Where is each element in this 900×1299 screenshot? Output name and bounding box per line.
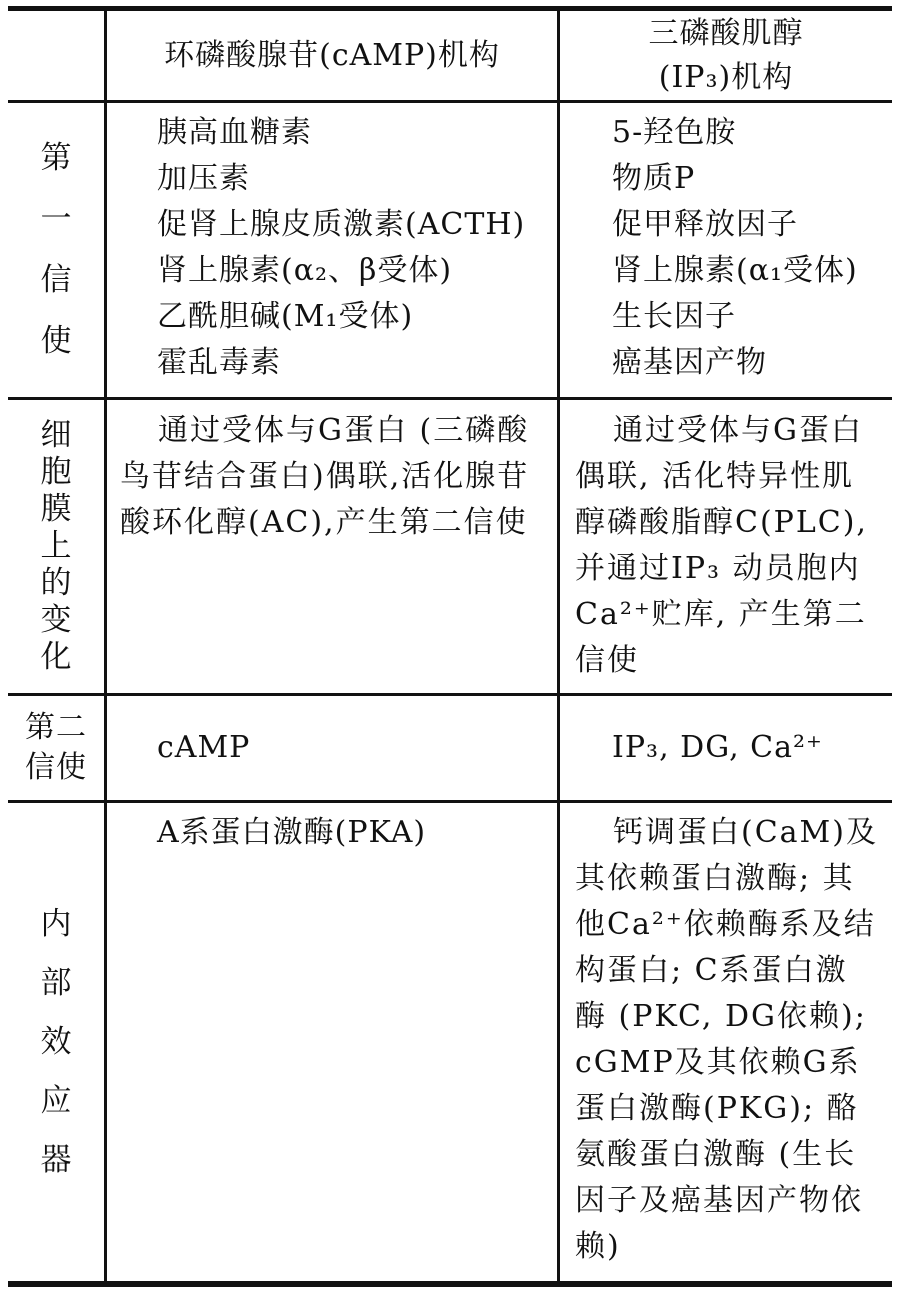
row-label-char: 变 xyxy=(40,602,72,638)
row-label-effector xyxy=(8,803,104,1281)
paragraph-line: 因子及癌基因产物依 xyxy=(575,1183,863,1218)
paragraph-line: 蛋白激酶(PKG); 酪 xyxy=(575,1091,859,1126)
row-label-char: 膜 xyxy=(40,491,72,527)
list-item: 加压素 xyxy=(157,161,250,196)
first-messenger-camp-list xyxy=(157,110,557,386)
list-item: 5-羟色胺 xyxy=(612,115,737,150)
paragraph-line: 偶联, 活化特异性肌 xyxy=(575,459,855,494)
paragraph-line: 鸟苷结合蛋白)偶联,活化腺苷 xyxy=(120,459,530,494)
row-label-char: 使 xyxy=(40,323,72,359)
second-messenger-ip3-value: IP₃, DG, Ca²⁺ xyxy=(612,730,823,765)
effector-camp-value: A系蛋白激酶(PKA) xyxy=(157,815,427,850)
row-label-char: 应 xyxy=(40,1082,72,1119)
effector-camp-text xyxy=(157,810,557,856)
effector-ip3-text xyxy=(575,810,885,1270)
list-item: 胰高血糖素 xyxy=(157,115,312,150)
row-label-char: 部 xyxy=(40,964,72,1001)
paragraph-line: cGMP及其依赖G系 xyxy=(575,1045,861,1080)
col-divider-2 xyxy=(557,6,560,1286)
list-item: 肾上腺素(α₂、β受体) xyxy=(157,253,453,288)
header-camp-cell xyxy=(107,11,557,100)
paragraph-line: 信使 xyxy=(575,643,639,678)
paragraph-line: 赖) xyxy=(575,1229,621,1264)
row-label-char: 内 xyxy=(40,905,72,942)
row-label-first-messenger xyxy=(8,103,104,397)
paragraph-line: 氨酸蛋白激酶 (生长 xyxy=(575,1137,857,1172)
row-label-char: 上 xyxy=(40,528,72,564)
paragraph-line: 通过受体与G蛋白 xyxy=(613,413,863,448)
row-label-second-messenger xyxy=(8,696,104,800)
paragraph-line: 构蛋白; C系蛋白激 xyxy=(575,953,848,988)
row-label-char: 化 xyxy=(40,639,72,675)
row1-bottom-rule xyxy=(8,397,892,400)
second-messenger-camp-cell xyxy=(157,696,557,800)
list-item: 乙酰胆碱(M₁受体) xyxy=(157,299,414,334)
header-ip3-title-line1: 三磷酸肌醇 xyxy=(648,15,804,51)
row-label-membrane-change xyxy=(8,400,104,693)
paragraph-line: 通过受体与G蛋白 (三磷酸 xyxy=(158,413,530,448)
list-item: 霍乱毒素 xyxy=(157,345,281,380)
paragraph-line: 钙调蛋白(CaM)及 xyxy=(613,815,878,850)
row-label-char: 的 xyxy=(40,565,72,601)
col-divider-1 xyxy=(104,6,107,1286)
list-item: 生长因子 xyxy=(612,299,736,334)
row3-bottom-rule xyxy=(8,800,892,803)
list-item: 肾上腺素(α₁受体) xyxy=(612,253,858,288)
row-label-char: 效 xyxy=(40,1023,72,1060)
header-ip3-title-line2: (IP₃)机构 xyxy=(658,59,794,95)
header-bottom-rule xyxy=(8,100,892,103)
table-bottom-rule xyxy=(8,1281,892,1287)
list-item: 物质P xyxy=(612,161,696,196)
row-label-line: 第二 xyxy=(25,710,87,745)
paragraph-line: Ca²⁺贮库, 产生第二 xyxy=(575,597,867,632)
paragraph-line: 其依赖蛋白激酶; 其 xyxy=(575,861,855,896)
row-label-char: 信 xyxy=(40,262,72,298)
paragraph-line: 酸环化醇(AC),产生第二信使 xyxy=(120,505,528,540)
list-item: 癌基因产物 xyxy=(612,345,767,380)
membrane-change-camp-text xyxy=(120,408,550,546)
header-ip3-cell xyxy=(560,11,892,100)
list-item: 促甲释放因子 xyxy=(612,207,798,242)
row-label-char: 器 xyxy=(40,1141,72,1178)
membrane-change-ip3-text xyxy=(575,408,885,684)
paragraph-line: 酶 (PKC, DG依赖); xyxy=(575,999,867,1034)
first-messenger-ip3-list xyxy=(612,110,892,386)
second-messenger-ip3-cell xyxy=(612,696,892,800)
list-item: 促肾上腺皮质激素(ACTH) xyxy=(157,207,526,242)
header-camp-title: 环磷酸腺苷(cAMP)机构 xyxy=(164,37,500,73)
paragraph-line: 醇磷酸脂醇C(PLC), xyxy=(575,505,868,540)
row-label-char: 一 xyxy=(40,201,72,237)
second-messenger-camp-value: cAMP xyxy=(157,730,251,765)
paragraph-line: 并通过IP₃ 动员胞内 xyxy=(575,551,861,586)
row-label-char: 第 xyxy=(40,140,72,176)
row-label-char: 细 xyxy=(40,417,72,453)
row-label-line: 信使 xyxy=(25,750,87,785)
row-label-char: 胞 xyxy=(40,454,72,490)
paragraph-line: 他Ca²⁺依赖酶系及结 xyxy=(575,907,876,942)
